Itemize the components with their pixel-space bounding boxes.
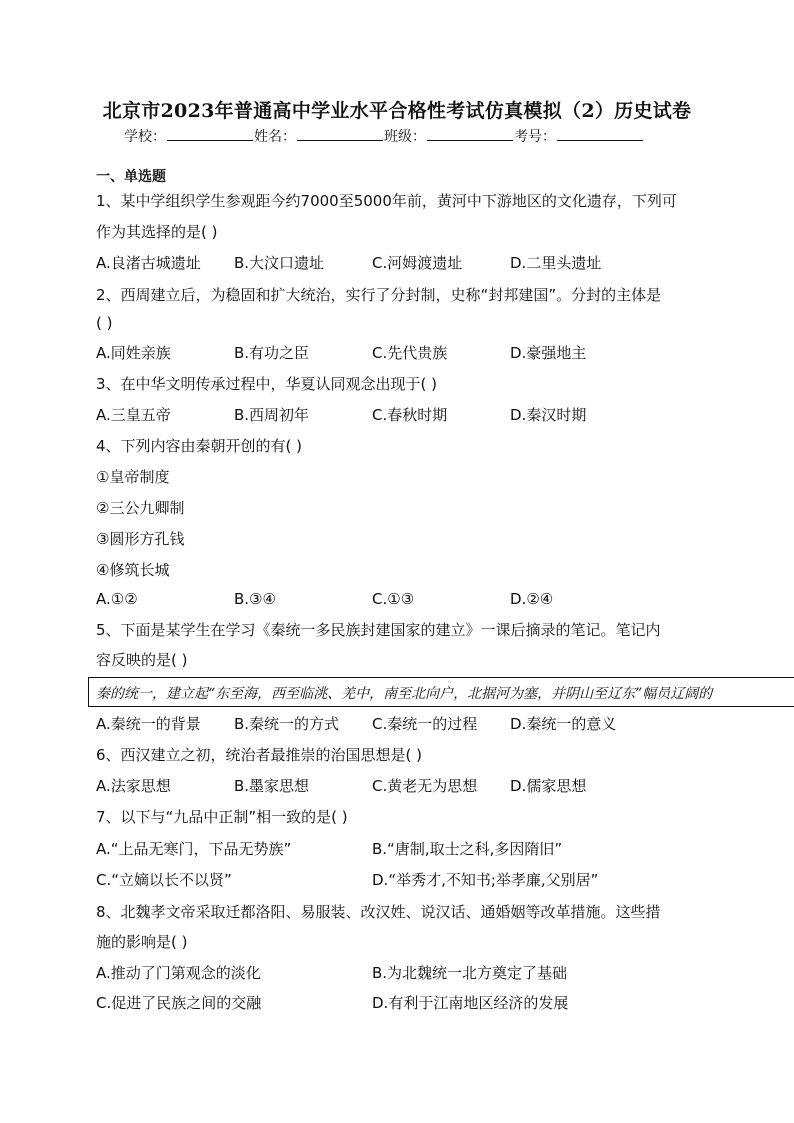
q7-option-d[interactable]: D.“举秀才,不知书;举孝廉,父别居” [372, 871, 599, 889]
name-blank [297, 126, 383, 141]
school-label: 学校： [124, 129, 166, 145]
q4-item-1: ①皇帝制度 [96, 468, 170, 486]
q4-option-b[interactable]: B.③④ [234, 590, 276, 608]
q8-option-a[interactable]: A.推动了门第观念的淡化 [96, 964, 261, 982]
q5-quote-text: 秦的统一，建立起“东至海，西至临洮、羌中，南至北向户，北据河为塞，并阴山至辽东”幅员辽阔的 [96, 686, 713, 702]
section-heading: 一、单选题 [96, 169, 166, 185]
q5-stem-line2: 容反映的是( ) [96, 651, 188, 669]
q3-option-c[interactable]: C.春秋时期 [372, 406, 448, 424]
q8-option-d[interactable]: D.有利于江南地区经济的发展 [372, 994, 569, 1012]
q7-option-a[interactable]: A.“上品无寒门，下品无势族” [96, 840, 292, 858]
q3-option-d[interactable]: D.秦汉时期 [510, 406, 587, 424]
q6-stem: 6、西汉建立之初，统治者最推崇的治国思想是( ) [96, 746, 423, 764]
q6-option-b[interactable]: B.墨家思想 [234, 777, 310, 795]
q5-option-c[interactable]: C.秦统一的过程 [372, 715, 478, 733]
q4-item-4: ④修筑长城 [96, 561, 170, 579]
student-info-row [124, 126, 644, 146]
q6-option-d[interactable]: D.儒家思想 [510, 777, 587, 795]
school-blank [167, 126, 253, 141]
class-label: 班级： [384, 129, 426, 145]
q8-option-c[interactable]: C.促进了民族之间的交融 [96, 994, 262, 1012]
q2-stem-line2: ( ) [96, 314, 113, 332]
q3-option-b[interactable]: B.西周初年 [234, 406, 310, 424]
q4-option-a[interactable]: A.①② [96, 590, 138, 608]
q1-option-d[interactable]: D.二里头遗址 [510, 254, 602, 272]
q1-option-a[interactable]: A.良渚古城遗址 [96, 254, 201, 272]
exam-no-label: 考号： [514, 129, 556, 145]
q8-stem-line2: 施的影响是( ) [96, 933, 188, 951]
q8-stem-line1: 8、北魏孝文帝采取迁都洛阳、易服装、改汉姓、说汉话、通婚姻等改革措施。这些措 [96, 903, 661, 921]
q7-option-b[interactable]: B.“唐制,取士之科,多因隋旧” [372, 840, 563, 858]
q6-option-c[interactable]: C.黄老无为思想 [372, 777, 478, 795]
q5-option-b[interactable]: B.秦统一的方式 [234, 715, 340, 733]
q4-option-c[interactable]: C.①③ [372, 590, 415, 608]
q1-option-c[interactable]: C.河姆渡遗址 [372, 254, 463, 272]
q2-option-a[interactable]: A.同姓亲族 [96, 344, 171, 362]
q1-stem-line1: 1、某中学组织学生参观距今约7000至5000年前，黄河中下游地区的文化遗存，下列可 [96, 192, 677, 210]
q3-option-a[interactable]: A.三皇五帝 [96, 406, 171, 424]
q6-option-a[interactable]: A.法家思想 [96, 777, 171, 795]
q3-stem: 3、在中华文明传承过程中，华夏认同观念出现于( ) [96, 375, 438, 393]
q7-stem: 7、以下与“九品中正制”相一致的是( ) [96, 808, 348, 826]
q1-stem-line2: 作为其选择的是( ) [96, 223, 218, 241]
q8-option-b[interactable]: B.为北魏统一北方奠定了基础 [372, 964, 568, 982]
q2-option-d[interactable]: D.豪强地主 [510, 344, 587, 362]
q4-item-3: ③圆形方孔钱 [96, 530, 185, 548]
q4-item-2: ②三公九卿制 [96, 499, 185, 517]
q1-option-b[interactable]: B.大汶口遗址 [234, 254, 325, 272]
q5-quote-box [88, 677, 794, 707]
q2-stem-line1: 2、西周建立后，为稳固和扩大统治，实行了分封制，史称“封邦建国”。分封的主体是 [96, 286, 662, 304]
q2-option-c[interactable]: C.先代贵族 [372, 344, 448, 362]
name-label: 姓名： [254, 129, 296, 145]
exam-title: 北京市2023年普通高中学业水平合格性考试仿真模拟（2）历史试卷 [102, 100, 692, 122]
q4-option-d[interactable]: D.②④ [510, 590, 554, 608]
q5-option-a[interactable]: A.秦统一的背景 [96, 715, 201, 733]
q7-option-c[interactable]: C.“立嫡以长不以贤” [96, 871, 232, 889]
exam-no-blank [557, 126, 643, 141]
q5-stem-line1: 5、下面是某学生在学习《秦统一多民族封建国家的建立》一课后摘录的笔记。笔记内 [96, 621, 661, 639]
q2-option-b[interactable]: B.有功之臣 [234, 344, 310, 362]
q5-option-d[interactable]: D.秦统一的意义 [510, 715, 617, 733]
class-blank [427, 126, 513, 141]
q4-stem: 4、下列内容由秦朝开创的有( ) [96, 437, 303, 455]
